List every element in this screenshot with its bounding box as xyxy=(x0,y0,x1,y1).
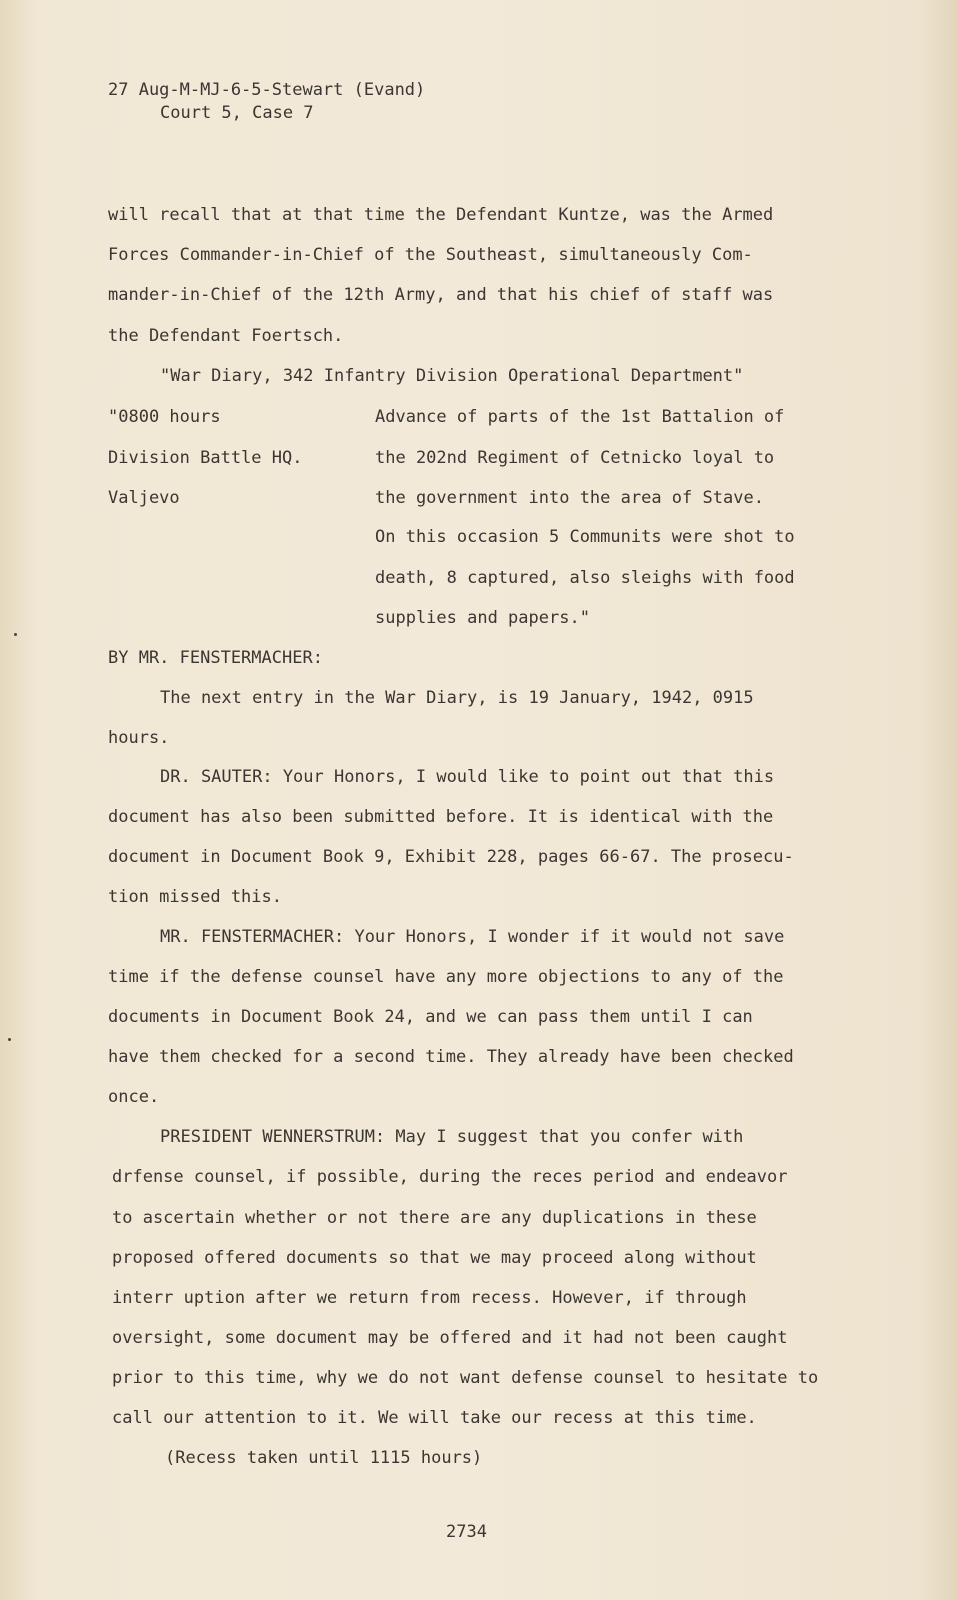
body-line: prior to this time, why we do not want defense counsel to hesitate to xyxy=(112,1368,819,1388)
recess-note: (Recess taken until 1115 hours) xyxy=(165,1448,483,1468)
diary-entry-line: the 202nd Regiment of Cetnicko loyal to xyxy=(375,448,775,468)
body-line: document has also been submitted before. It is identical with the xyxy=(108,807,774,827)
body-line: MR. FENSTERMACHER: Your Honors, I wonder if it would not save xyxy=(160,927,785,947)
body-line: the Defendant Foertsch. xyxy=(108,326,344,346)
body-line: documents in Document Book 24, and we can pass them until I can xyxy=(108,1007,753,1027)
diary-entry-line: death, 8 captured, also sleighs with food xyxy=(375,568,795,588)
body-line: will recall that at that time the Defendant Kuntze, was the Armed xyxy=(108,205,774,225)
body-line: drfense counsel, if possible, during the reces period and endeavor xyxy=(112,1167,788,1187)
body-line: proposed offered documents so that we may proceed along without xyxy=(112,1248,757,1268)
body-line: document in Document Book 9, Exhibit 228, pages 66-67. The prosecu- xyxy=(108,847,794,867)
diary-time: "0800 hours xyxy=(108,407,221,427)
body-line: mander-in-Chief of the 12th Army, and that his chief of staff was xyxy=(108,285,774,305)
margin-punch-mark xyxy=(14,633,17,636)
body-line: to ascertain whether or not there are any duplications in these xyxy=(112,1208,757,1228)
body-line: DR. SAUTER: Your Honors, I would like to point out that this xyxy=(160,767,775,787)
diary-location: Division Battle HQ. xyxy=(108,448,303,468)
body-line: call our attention to it. We will take our recess at this time. xyxy=(112,1408,757,1428)
diary-town: Valjevo xyxy=(108,488,180,508)
page-number: 2734 xyxy=(446,1522,487,1542)
body-line: PRESIDENT WENNERSTRUM: May I suggest that you confer with xyxy=(160,1127,744,1147)
diary-entry-line: the government into the area of Stave. xyxy=(375,488,764,508)
body-line: interr uption after we return from recess. However, if through xyxy=(112,1288,747,1308)
header-case-line: 27 Aug-M-MJ-6-5-Stewart (Evand) xyxy=(108,80,426,100)
diary-entry-line: supplies and papers." xyxy=(375,608,590,628)
margin-punch-mark xyxy=(8,1038,11,1041)
header-court-line: Court 5, Case 7 xyxy=(160,103,314,123)
body-line: Forces Commander-in-Chief of the Southeast, simultaneously Com- xyxy=(108,245,753,265)
examiner-line: BY MR. FENSTERMACHER: xyxy=(108,648,323,668)
body-line: hours. xyxy=(108,728,170,748)
body-line: tion missed this. xyxy=(108,887,282,907)
body-line: oversight, some document may be offered and it had not been caught xyxy=(112,1328,788,1348)
body-line: time if the defense counsel have any more objections to any of the xyxy=(108,967,784,987)
diary-title: "War Diary, 342 Infantry Division Operational Department" xyxy=(160,366,744,386)
diary-entry-line: On this occasion 5 Communits were shot to xyxy=(375,527,795,547)
diary-entry-line: Advance of parts of the 1st Battalion of xyxy=(375,407,785,427)
body-line: once. xyxy=(108,1087,160,1107)
body-line: have them checked for a second time. They already have been checked xyxy=(108,1047,794,1067)
body-line: The next entry in the War Diary, is 19 January, 1942, 0915 xyxy=(160,688,754,708)
